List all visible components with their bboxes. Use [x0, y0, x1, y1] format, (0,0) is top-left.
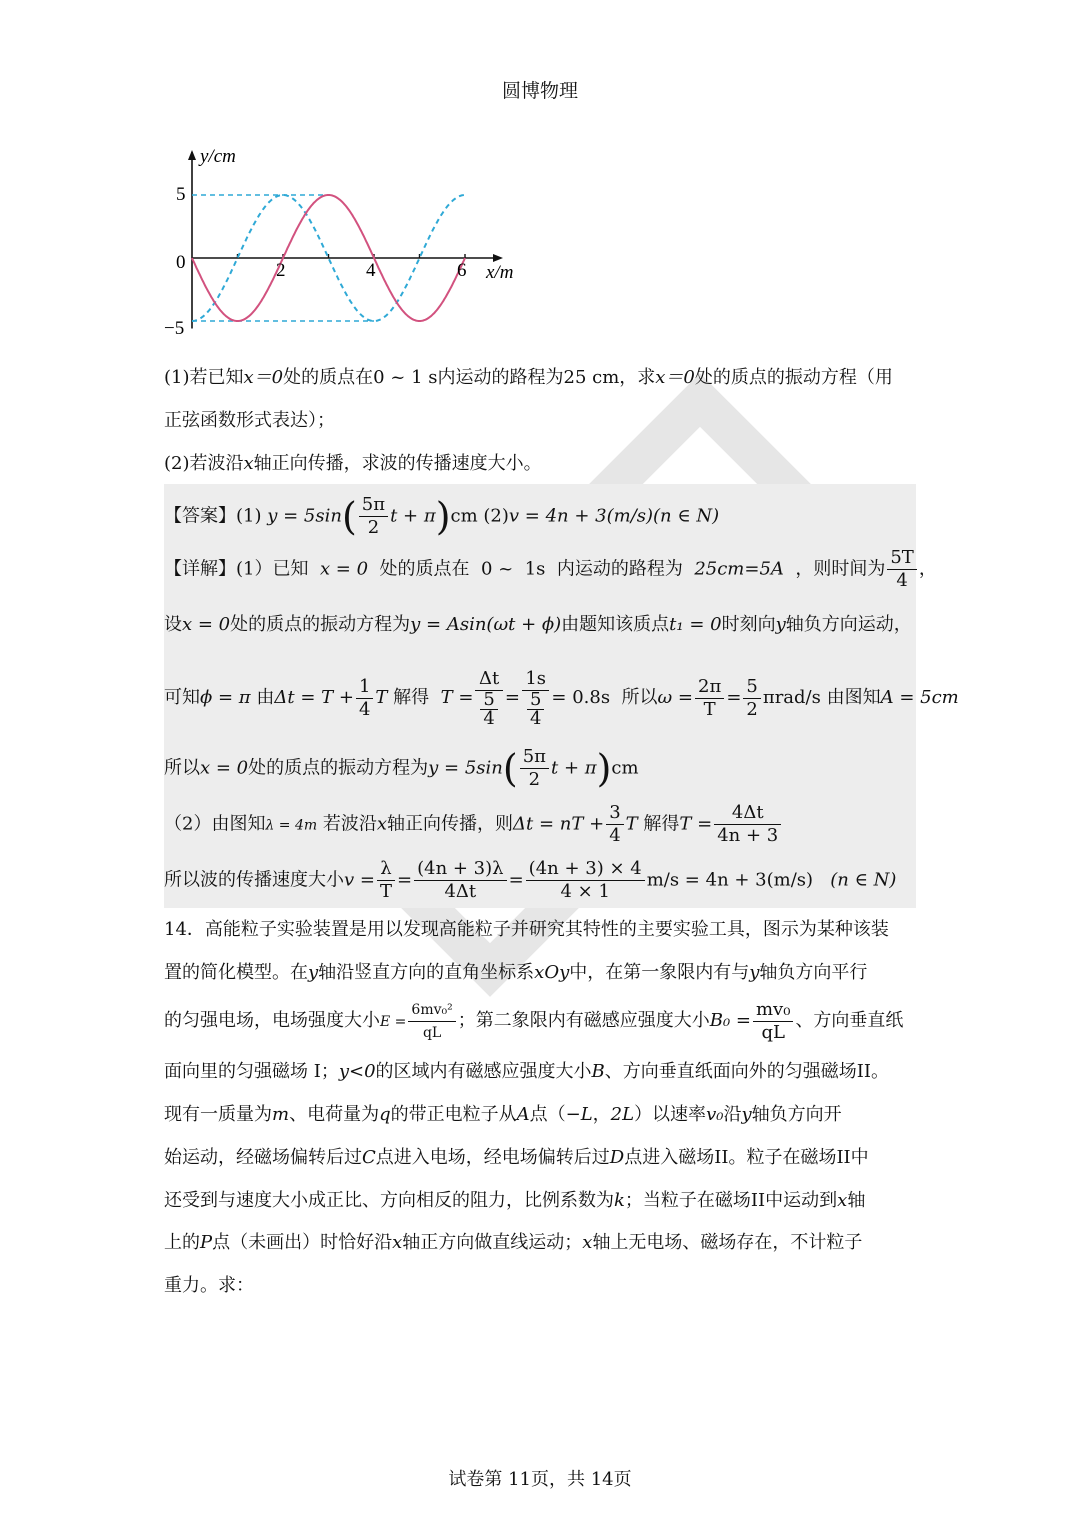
detail-line-5: （2）由图知λ = 4m 若波沿x轴正向传播，则Δt = nT + $\frac{3}{4}$ T 解得T = $\frac{4\Delta t}{4n + 3}$ [164, 802, 783, 848]
page-footer: 试卷第 11页，共 14页 [448, 1469, 632, 1490]
q14-line-9: 重力。求： [164, 1275, 254, 1296]
detail-line-6: 所以波的传播速度大小v = $\frac{\lambda}{T}$ = $\frac{(4n + 3)\lambda}{4\Delta t}$ = $\frac{(4n + 3) \times 4}{4 \times 1}$ m/s = 4n + 3(m/s) (n ∈ N) [164, 858, 897, 902]
detail-line-1: 【详解】(1）已知 x = 0 处的质点在 0 ~ 1s 内运动的路程为 25cm=5A ，则时间为 $\frac{5T}{4}$ ， [164, 547, 937, 591]
q14-line-5: 现有一质量为m、电荷量为q的带正电粒子从A点（−L，2L）以速率v₀沿y轴负方向开 [164, 1104, 842, 1125]
q14-line-6: 始运动，经磁场偏转后过C点进入电场，经电场偏转后过D点进入磁场II。粒子在磁场II中 [164, 1147, 869, 1168]
y-tick-minus5: −5 [164, 318, 185, 339]
question-part-1: (1)若已知x＝0处的质点在0 ~ 1 s内运动的路程为25 cm，求x＝0处的质点的振动方程（用 [164, 367, 893, 388]
question-part-1-line2: 正弦函数形式表达）； [164, 410, 335, 431]
detail-line-3: 可知ϕ = π 由Δt = T + $\frac{1}{4}$ T 解得 T = $\frac{\Delta t}{\frac{5}{4}}$ = $\frac{1s}{\frac{5}{4}}$ = 0.8s 所以ω = $\frac{2\pi}{T}$ = $\frac{5}{2}$ πrad/s 由图知A = 5cm [164, 668, 959, 729]
y-tick-0: 0 [176, 252, 186, 273]
q14-line-7: 还受到与速度大小成正比、方向相反的阻力，比例系数为k；当粒子在磁场II中运动到x轴 [164, 1190, 866, 1211]
question-part-2: (2)若波沿x轴正向传播，求波的传播速度大小。 [164, 453, 542, 474]
y-axis-label: y/cm [200, 146, 236, 167]
page-header-title: 圆博物理 [501, 80, 578, 102]
x-tick-6: 6 [457, 260, 467, 281]
detail-line-4: 所以x = 0处的质点的振动方程为y = 5sin( $\frac{5\pi}{2}$ t + π)cm [164, 746, 639, 791]
detail-line-2: 设x = 0处的质点的振动方程为y = Asin(ωt + ϕ)由题知该质点t₁ = 0时刻向y轴负方向运动， [164, 614, 912, 635]
answer-line: 【答案】(1) y = 5sin( $\frac{5\pi}{2}$ t + π)cm (2)v = 4n + 3(m/s)(n ∈ N) [164, 494, 720, 539]
x-tick-2: 2 [276, 260, 286, 281]
wave-graph [160, 140, 540, 350]
x-tick-4: 4 [366, 260, 376, 281]
y-tick-5: 5 [176, 184, 186, 205]
q14-line-3: 的匀强电场，电场强度大小E = $\frac{\text{6mv₀²}}{qL}$ ；第二象限内有磁感应强度大小B₀ = $\frac{\text{mv₀}}{qL}$ 、方向垂直纸 [164, 998, 904, 1043]
q14-line-8: 上的P点（未画出）时恰好沿x轴正方向做直线运动；x轴上无电场、磁场存在，不计粒子 [164, 1232, 863, 1253]
graph-axes [188, 150, 503, 329]
x-axis-label: x/m [486, 262, 514, 283]
q14-line-4: 面向里的匀强磁场 I；y<0的区域内有磁感应强度大小B、方向垂直纸面向外的匀强磁场II。 [164, 1061, 890, 1082]
q14-line-2: 置的简化模型。在y轴沿竖直方向的直角坐标系xOy中，在第一象限内有与y轴负方向平行 [164, 962, 868, 983]
x-axis-arrow [493, 254, 503, 262]
q14-line-1: 14．高能粒子实验装置是用以发现高能粒子并研究其特性的主要实验工具，图示为某种该装 [164, 919, 889, 940]
y-axis-arrow [188, 150, 196, 160]
